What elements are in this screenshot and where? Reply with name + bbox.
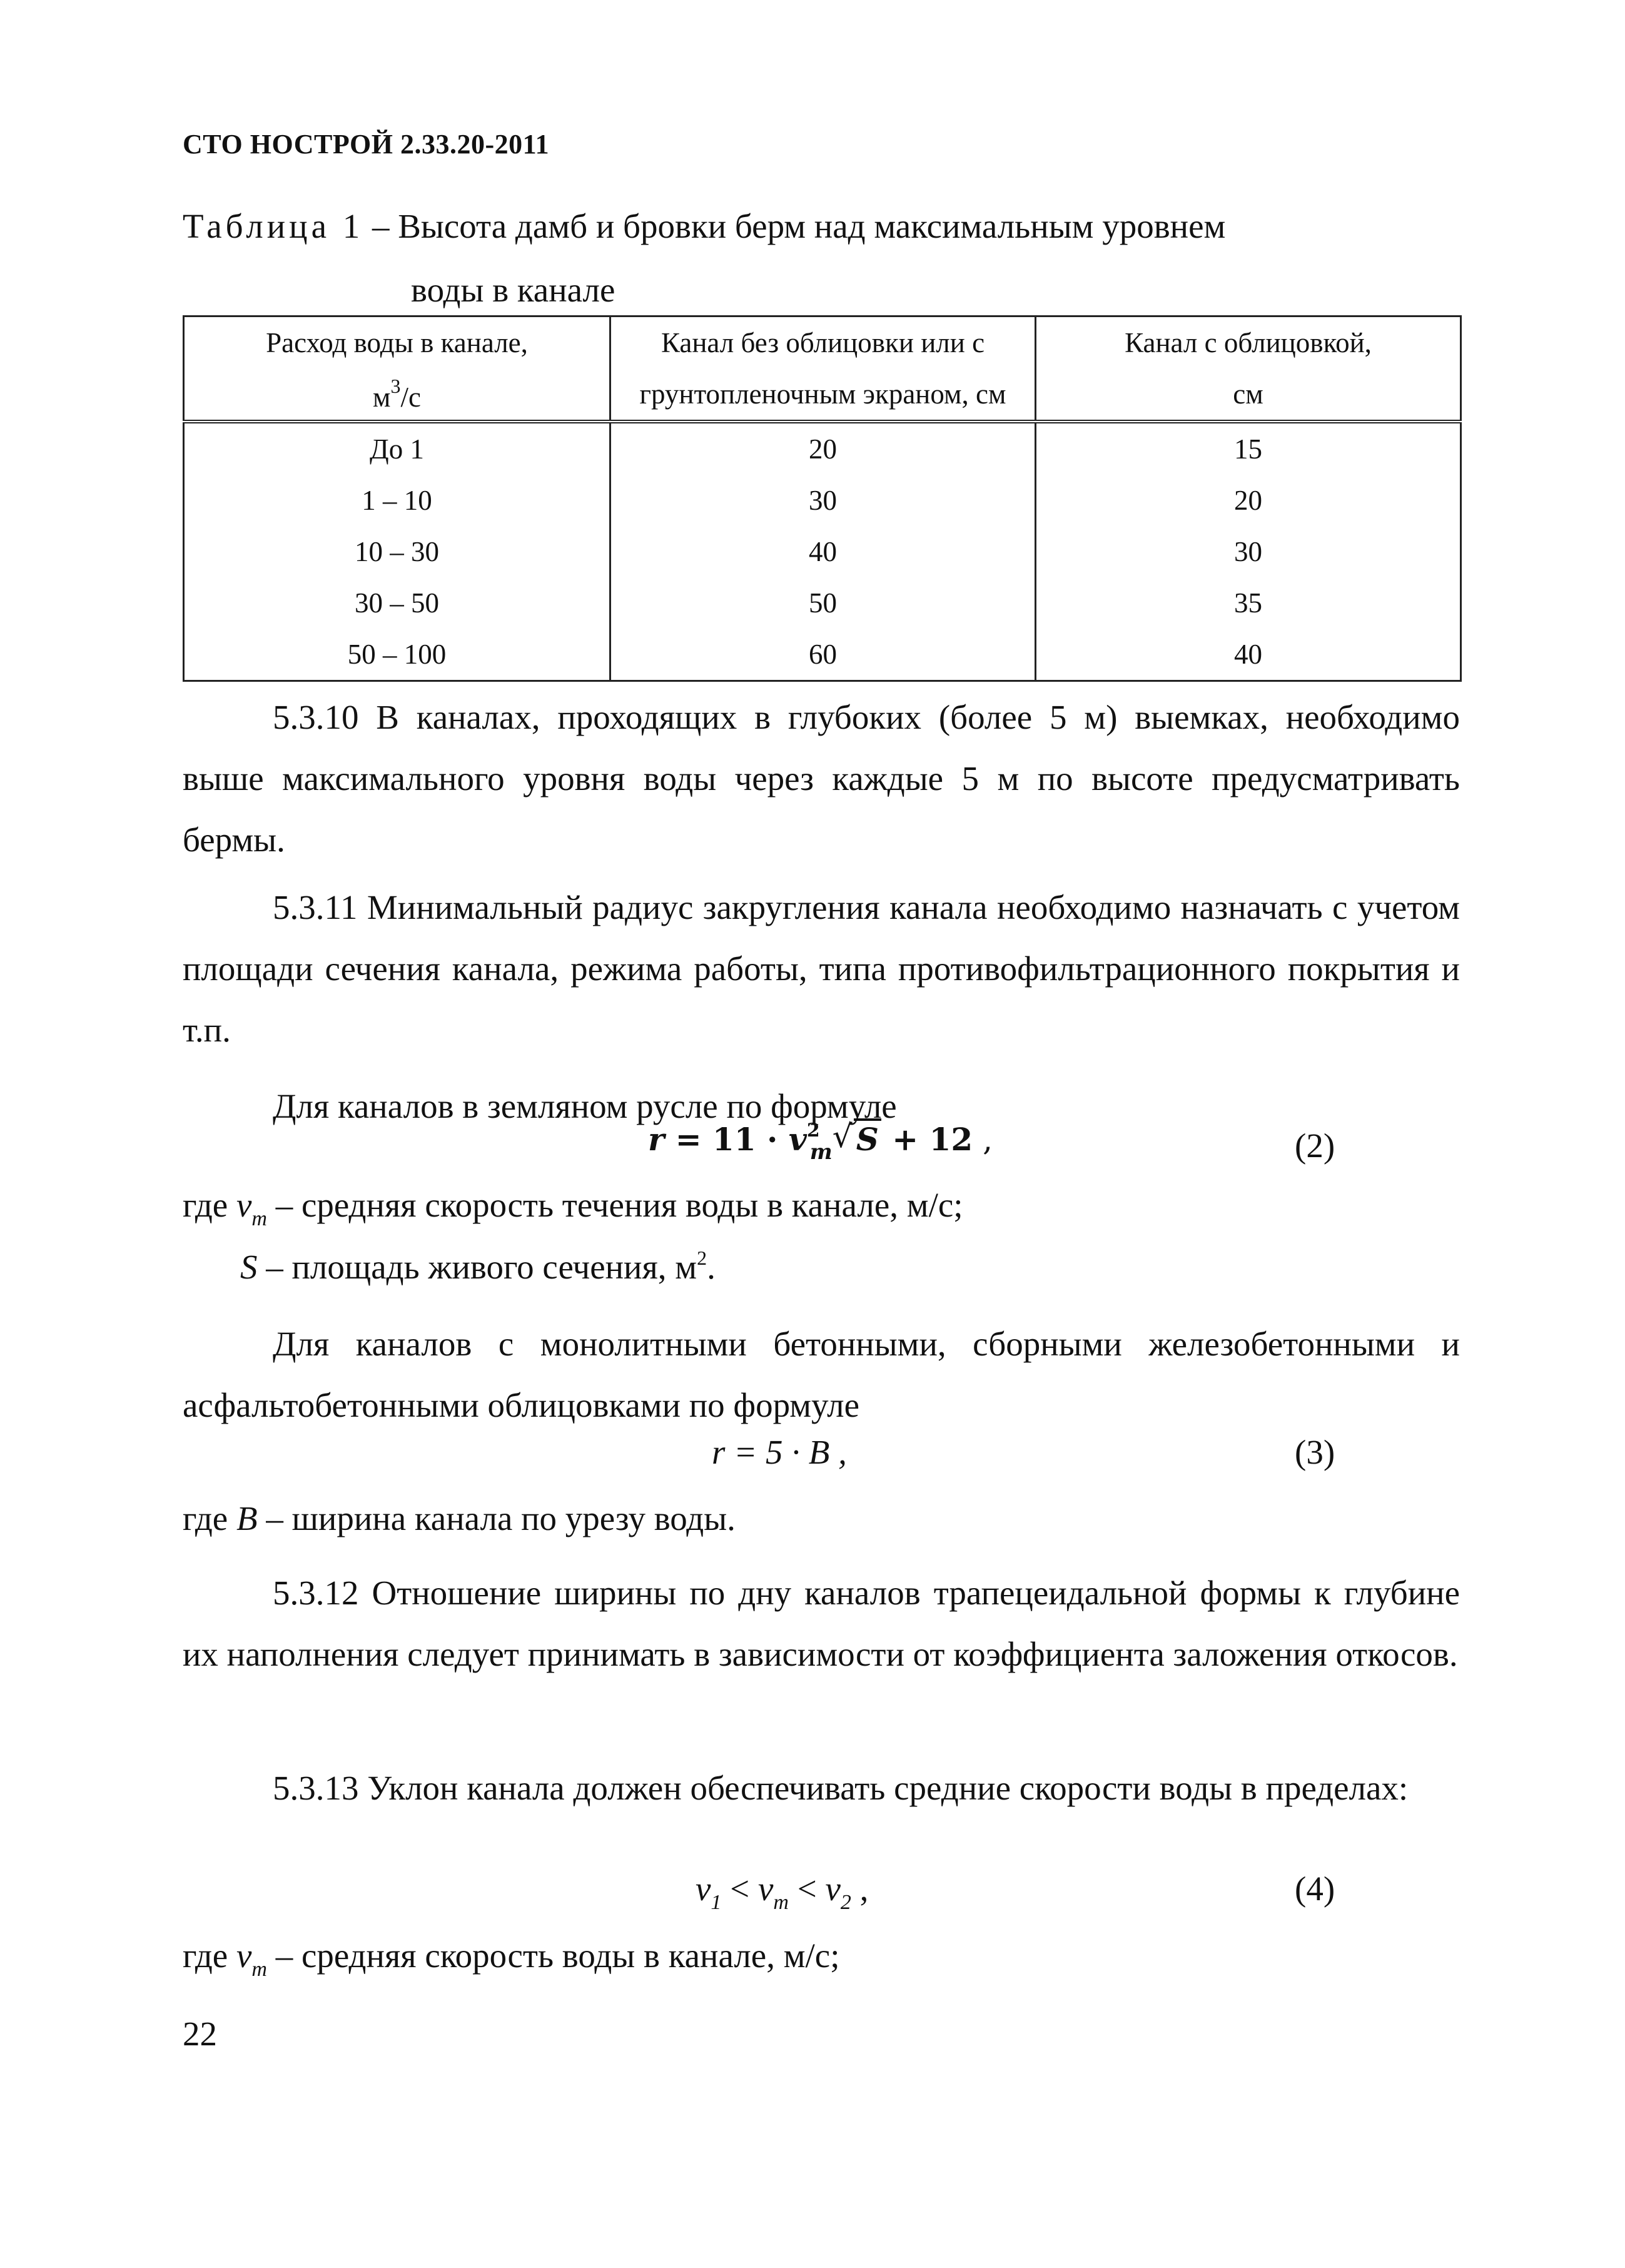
- header-unlined-line2: грунтопленочным экраном, см: [610, 368, 1036, 422]
- document-code-header: СТО НОСТРОЙ 2.33.20-2011: [183, 129, 550, 159]
- table-row: [184, 475, 1461, 526]
- paragraph-concrete-channels: Для каналов с монолитными бетонными, сборными железобетонными и асфальтобетонными облицовками по формуле: [183, 1325, 1460, 1424]
- table-cell: 30: [610, 475, 1036, 526]
- page-number: 22: [183, 2015, 217, 2053]
- formula-2: $r = 11 \cdot v^2_m$ √ S + 12 ,: [648, 1118, 993, 1165]
- table-cell: 10 – 30: [184, 526, 610, 577]
- paragraph-5-3-13: 5.3.13 Уклон канала должен обеспечивать средние скорости воды в пределах:: [273, 1769, 1409, 1807]
- table-cell: До 1: [184, 422, 610, 475]
- table-row: [184, 526, 1461, 577]
- table-cell: 20: [1036, 475, 1461, 526]
- header-flow-line1: Расход воды в канале,: [184, 316, 610, 369]
- table-cell: 50: [610, 577, 1036, 629]
- header-lined-line2: см: [1036, 368, 1461, 422]
- table-row: [184, 422, 1461, 475]
- where-vm-definition-2: где $v_m$ – средняя скорость воды в канале, м/с;: [183, 1936, 840, 1981]
- formula-3: r = 5 · B ,: [712, 1433, 847, 1471]
- paragraph-earth-channels: Для каналов в земляном русле по формуле: [273, 1087, 897, 1125]
- table-cell: 60: [610, 629, 1036, 681]
- table-caption: [183, 206, 1225, 246]
- table-cell: 15: [1036, 422, 1461, 475]
- table-cell: 20: [610, 422, 1036, 475]
- table-cell: 30: [1036, 526, 1461, 577]
- table-cell: 30 – 50: [184, 577, 610, 629]
- table-cell: 35: [1036, 577, 1461, 629]
- header-flow-line2: $м^3/с$: [184, 368, 610, 422]
- table-cell: 40: [1036, 629, 1461, 681]
- table-caption-title: – Высота дамб и бровки берм над максимальным уровнем: [363, 207, 1226, 245]
- table-cell: 40: [610, 526, 1036, 577]
- header-unlined-line1: Канал без облицовки или с: [610, 316, 1036, 369]
- table-caption-label: Таблица 1: [183, 207, 364, 245]
- header-lined-line1: Канал с облицовкой,: [1036, 316, 1461, 369]
- table-dam-heights: [183, 315, 1462, 682]
- table-row: [184, 577, 1461, 629]
- table-cell: 1 – 10: [184, 475, 610, 526]
- paragraph-5-3-11: 5.3.11 Минимальный радиус закругления канала необходимо назначать с учетом площади сечения канала, режима работы, типа противофильтрационного покрытия и т.п.: [183, 888, 1460, 1049]
- where-s-definition: S – площадь живого сечения, $м^2$.: [240, 1247, 716, 1286]
- table-row: [184, 629, 1461, 681]
- where-b-definition: где B – ширина канала по урезу воды.: [183, 1499, 736, 1537]
- where-vm-definition: где $v_m$ – средняя скорость течения воды в канале, м/с;: [183, 1186, 963, 1230]
- paragraph-5-3-12: 5.3.12 Отношение ширины по дну каналов трапецеидальной формы к глубине их наполнения следует принимать в зависимости от коэффициента заложения откосов.: [183, 1574, 1460, 1673]
- formula-2-number: (2): [1295, 1126, 1335, 1165]
- formula-4-number: (4): [1295, 1870, 1335, 1908]
- formula-4: $v_1 < v_m < v_2$ ,: [696, 1870, 869, 1914]
- paragraph-5-3-10: 5.3.10 В каналах, проходящих в глубоких (более 5 м) выемках, необходимо выше максимального уровня воды через каждые 5 м по высоте предусматривать бермы.: [183, 698, 1460, 859]
- formula-3-number: (3): [1295, 1433, 1335, 1471]
- table-caption-continuation: воды в канале: [411, 271, 615, 309]
- table-cell: 50 – 100: [184, 629, 610, 681]
